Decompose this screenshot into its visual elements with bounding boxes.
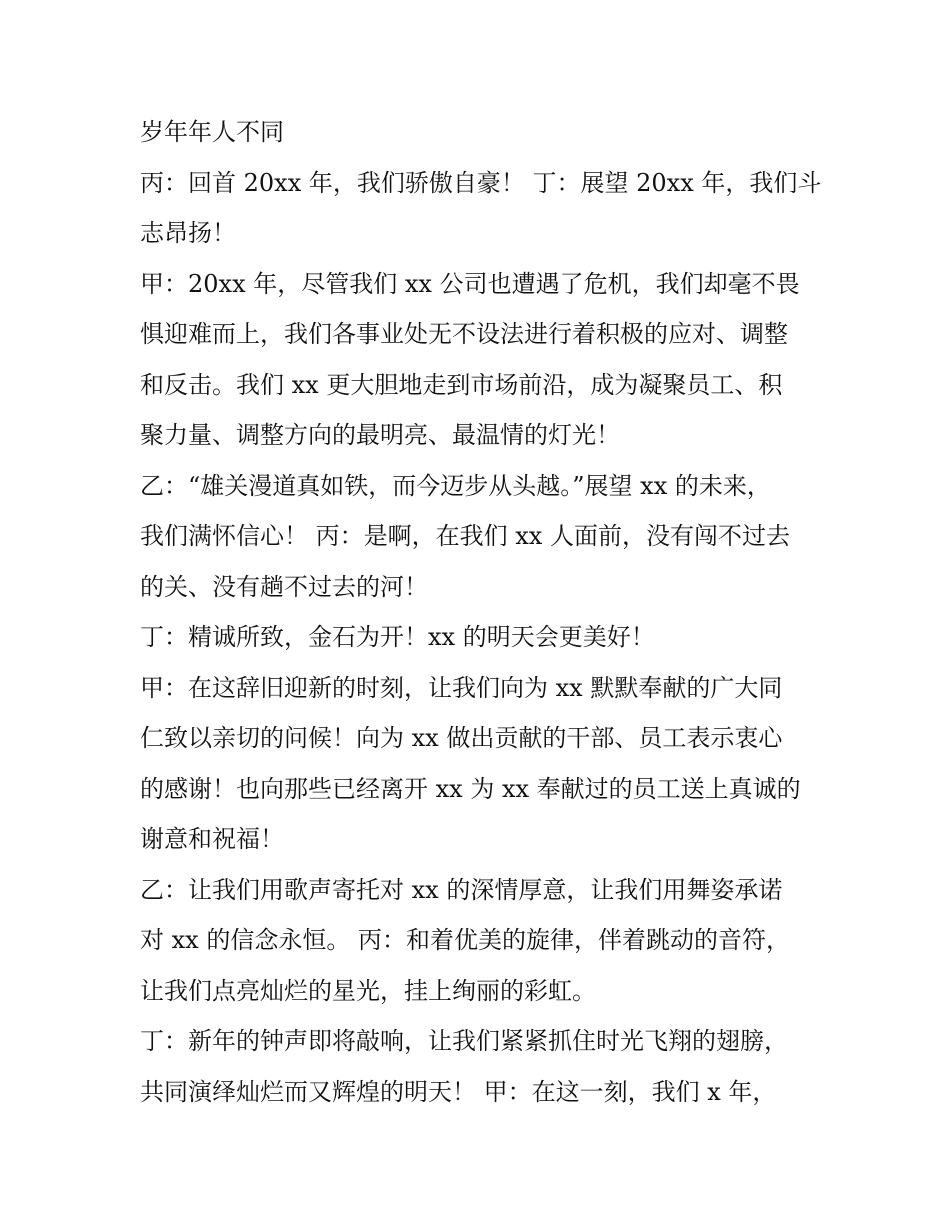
text-line: 我们满怀信心！ 丙：是啊，在我们 xx 人面前，没有闯不过去 <box>140 522 790 550</box>
text-line: 甲：在这辞旧迎新的时刻，让我们向为 xx 默默奉献的广大同 <box>140 673 783 702</box>
text-line: 共同演绎灿烂而又辉煌的明天！ 甲：在这一刻，我们 x 年， <box>140 1077 777 1106</box>
text-line: 让我们点亮灿烂的星光，挂上绚丽的彩虹。 <box>140 976 596 1005</box>
text-line: 丁：新年的钟声即将敲响，让我们紧紧抓住时光飞翔的翅膀， <box>140 1027 788 1055</box>
text-line: 甲：20xx 年，尽管我们 xx 公司也遭遇了危机，我们却毫不畏 <box>140 269 800 298</box>
text-line: 谢意和祝福！ <box>140 825 284 853</box>
text-line: 丙：回首 20xx 年，我们骄傲自豪！ 丁：展望 20xx 年，我们斗 <box>140 168 822 197</box>
text-line: 志昂扬！ <box>140 219 236 247</box>
text-line: 惧迎难而上，我们各事业处无不设法进行着积极的应对、调整 <box>140 320 788 348</box>
text-line: 丁：精诚所致，金石为开！xx 的明天会更美好！ <box>140 623 655 651</box>
text-line: 对 xx 的信念永恒。 丙：和着优美的旋律，伴着跳动的音符， <box>140 926 790 954</box>
text-line: 乙：“雄关漫道真如铁，而今迈步从头越。”展望 xx 的未来， <box>140 471 771 500</box>
document-body <box>140 107 820 1117</box>
text-line: 仁致以亲切的问候！向为 xx 做出贡献的干部、员工表示衷心 <box>140 724 783 752</box>
text-line: 乙：让我们用歌声寄托对 xx 的深情厚意，让我们用舞姿承诺 <box>140 875 783 904</box>
text-line: 的关、没有趟不过去的河！ <box>140 572 428 601</box>
text-line: 聚力量、调整方向的最明亮、最温情的灯光！ <box>140 421 620 449</box>
text-line: 岁年年人不同 <box>140 118 284 146</box>
text-line: 的感谢！也向那些已经离开 xx 为 xx 奉献过的员工送上真诚的 <box>140 774 801 803</box>
text-line: 和反击。我们 xx 更大胆地走到市场前沿，成为凝聚员工、积 <box>140 370 783 399</box>
